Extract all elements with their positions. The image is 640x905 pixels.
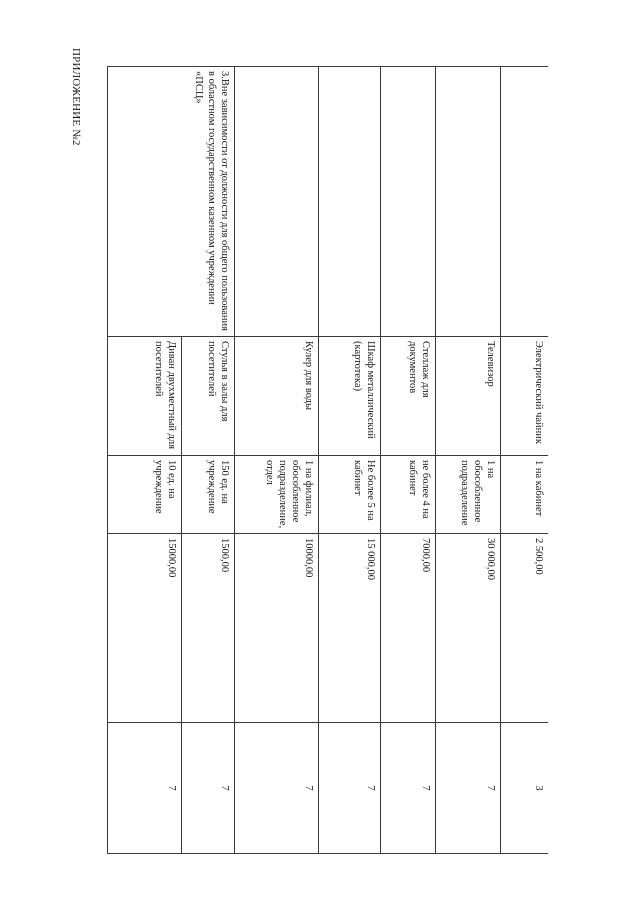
item-name-cell: Стеллаж для документов <box>381 337 436 456</box>
price-cell: 10000,00 <box>235 534 319 723</box>
item-name-cell: Электрический чайник <box>501 337 548 456</box>
norm-cell: 150 ед. на учреждение <box>182 456 235 534</box>
table-row <box>436 67 501 854</box>
item-name-cell: Телевизор <box>436 337 501 456</box>
appendix-label: ПРИЛОЖЕНИЕ №2 <box>70 48 82 146</box>
norm-cell: Не более 5 на кабинет <box>319 456 381 534</box>
term-cell: 7 <box>436 723 501 854</box>
table-row <box>501 67 548 854</box>
item-name-cell: Стулья в залы для посетителей <box>182 337 235 456</box>
norm-cell: 10 ед. на учреждение <box>108 456 182 534</box>
category-cell: 3.Вне зависимости от должности для общего пользования в областном государственном казенном учреждении «ПСЦ» <box>108 67 235 337</box>
term-cell: 7 <box>381 723 436 854</box>
table-row <box>235 67 319 854</box>
category-cell <box>319 67 381 337</box>
table-row <box>319 67 381 854</box>
table-row <box>182 67 235 854</box>
price-cell: 30 000,00 <box>436 534 501 723</box>
term-cell: 3 <box>501 723 548 854</box>
equipment-norms-table <box>108 66 549 854</box>
item-name-cell: Кулер для воды <box>235 337 319 456</box>
price-cell: 1500,00 <box>182 534 235 723</box>
norm-cell: 1 на филиал, обособленное подразделение, отдел <box>235 456 319 534</box>
term-cell: 7 <box>182 723 235 854</box>
price-cell: 15 000,00 <box>319 534 381 723</box>
rotated-table-wrapper <box>108 66 548 853</box>
norm-cell: не более 4 на кабинет <box>381 456 436 534</box>
price-cell: 15000,00 <box>108 534 182 723</box>
item-name-cell: Шкаф металлический (картотека) <box>319 337 381 456</box>
term-cell: 7 <box>108 723 182 854</box>
price-cell: 2 500,00 <box>501 534 548 723</box>
norm-cell: 1 на кабинет <box>501 456 548 534</box>
table-row <box>381 67 436 854</box>
item-name-cell: Диван двухместный для посетителей <box>108 337 182 456</box>
norm-cell: 1 на обособленное подразделение <box>436 456 501 534</box>
price-cell: 7000,00 <box>381 534 436 723</box>
category-cell <box>501 67 548 337</box>
term-cell: 7 <box>235 723 319 854</box>
term-cell: 7 <box>319 723 381 854</box>
category-cell <box>235 67 319 337</box>
category-cell <box>436 67 501 337</box>
category-cell <box>381 67 436 337</box>
